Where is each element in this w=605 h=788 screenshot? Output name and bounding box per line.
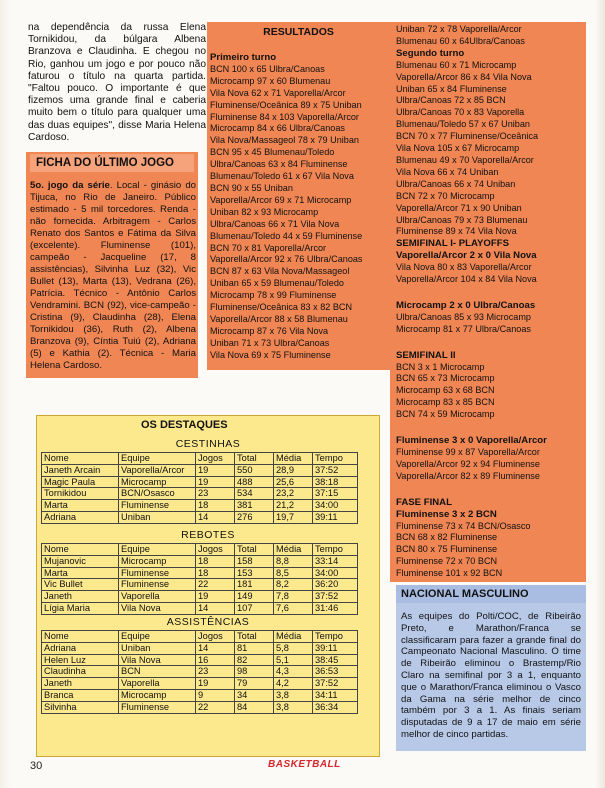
ficha-box [26, 152, 198, 378]
result-heading: Vaporella/Arcor 2 x 0 Vila Nova [396, 250, 537, 262]
table-cell: 7,8 [274, 591, 313, 603]
table-cell: 9 [196, 689, 235, 701]
table-cell: Fluminense [119, 567, 196, 579]
table-cell: 25,6 [274, 476, 313, 488]
table-cell: 37:52 [313, 464, 358, 476]
result-line: BCN 3 x 1 Microcamp [396, 361, 485, 372]
table-cell: 18 [196, 567, 235, 579]
result-line: Blumenau/Toledo 44 x 59 Fluminense [210, 230, 363, 241]
table-cell: 14 [196, 511, 235, 523]
brand-logo: BASKETBALL [268, 759, 341, 770]
table-cell: 81 [235, 642, 274, 654]
table-cell: Vaporella [119, 591, 196, 603]
result-line: Blumenau/Toledo 57 x 67 Uniban [396, 119, 530, 130]
table-cell: 28,9 [274, 464, 313, 476]
table-cell: Lígia Maria [42, 602, 119, 614]
table-cell: Fluminense [119, 701, 196, 713]
table-cell: Silvinha [42, 701, 119, 713]
result-line: Microcamp 84 x 66 Ulbra/Canoas [210, 123, 345, 134]
table-cell: 3,8 [274, 689, 313, 701]
result-line: Ulbra/Canoas 79 x 73 Blumenau [396, 214, 528, 225]
table-cell: 8,2 [274, 579, 313, 591]
ficha-lead: 5o. jogo da série [30, 180, 110, 191]
destaques-box [36, 415, 380, 757]
result-line: Vila Nova 80 x 83 Vaporella/Arcor [396, 262, 532, 273]
table-row [42, 666, 358, 678]
table-cell: 37:15 [313, 488, 358, 500]
table-cell: 153 [235, 567, 274, 579]
result-line: Blumenau 60 x 71 Microcamp [396, 59, 517, 70]
table-cell: Adriana [42, 511, 119, 523]
result-line: Vaporella/Arcor 92 x 76 Ulbra/Canoas [210, 254, 363, 265]
result-line: Ulbra/Canoas 63 x 84 Fluminense [210, 159, 348, 170]
result-line: Ulbra/Canoas 70 x 83 Vaporella [396, 107, 525, 118]
table-cell: 23 [196, 666, 235, 678]
table-cell: 8,5 [274, 567, 313, 579]
table-cell: Vila Nova [119, 654, 196, 666]
column-header: Jogos [196, 544, 235, 556]
stats-table [41, 630, 358, 714]
table-cell: 36:20 [313, 579, 358, 591]
spacer [396, 336, 547, 350]
result-line: Vaporella/Arcor 104 x 84 Vila Nova [396, 274, 537, 285]
result-line: BCN 100 x 65 Ulbra/Canoas [210, 63, 325, 74]
table-cell: 33:14 [313, 555, 358, 567]
table-cell: Fluminense [119, 500, 196, 512]
table-cell: 19 [196, 476, 235, 488]
result-heading: Primeiro turno [210, 52, 277, 63]
result-line: Fluminense 84 x 103 Vaporella/Arcor [210, 111, 359, 122]
column-header: Nome [42, 544, 119, 556]
table-cell: 534 [235, 488, 274, 500]
table-row [42, 567, 358, 579]
table-cell: BCN [119, 666, 196, 678]
table-cell: BCN/Osasco [119, 488, 196, 500]
result-line: Vaporella/Arcor 92 x 94 Fluminense [396, 458, 540, 469]
result-heading: SEMIFINAL I- PLAYOFFS [396, 238, 510, 250]
table-cell: 19 [196, 591, 235, 603]
result-line: BCN 72 x 70 Microcamp [396, 190, 495, 201]
column-header: Jogos [196, 453, 235, 465]
nacional-box [396, 585, 586, 751]
table-cell: Mujanovic [42, 555, 119, 567]
page-number: 30 [30, 760, 43, 772]
result-line: Ulbra/Canoas 72 x 85 BCN [396, 95, 506, 106]
spacer [396, 483, 547, 497]
table-cell: 4,3 [274, 666, 313, 678]
table-header-row [42, 453, 358, 465]
table-cell: Claudinha [42, 666, 119, 678]
table-cell: 34:11 [313, 689, 358, 701]
table-cell: 4,2 [274, 678, 313, 690]
column-header: Média [274, 631, 313, 643]
column-header: Total [235, 544, 274, 556]
table-row [42, 642, 358, 654]
result-line: BCN 68 x 82 Fluminense [396, 532, 498, 543]
result-line: Blumenau 60 x 64Ulbra/Canoas [396, 35, 525, 46]
result-heading: SEMIFINAL II [396, 349, 456, 361]
result-line: Ulbra/Canoas 66 x 71 Vila Nova [210, 218, 340, 229]
table-row [42, 511, 358, 523]
column-header: Tempo [313, 453, 358, 465]
table-cell: Vaporella/Arcor [119, 464, 196, 476]
table-cell: Marta [42, 567, 119, 579]
table-row [42, 678, 358, 690]
result-line: Ulbra/Canoas 66 x 74 Uniban [396, 178, 516, 189]
table-row [42, 579, 358, 591]
table-cell: Uniban [119, 511, 196, 523]
column-header: Nome [42, 631, 119, 643]
result-heading: Microcamp 2 x 0 Ulbra/Canoas [396, 299, 536, 311]
result-line: BCN 80 x 75 Fluminense [396, 544, 498, 555]
table-cell: 84 [235, 701, 274, 713]
table-cell: 5,1 [274, 654, 313, 666]
result-line: Blumenau/Toledo 61 x 67 Vila Nova [210, 171, 354, 182]
column-header: Equipe [119, 453, 196, 465]
result-line: Vila Nova 66 x 74 Uniban [396, 166, 499, 177]
table-cell: 22 [196, 579, 235, 591]
column-header: Tempo [313, 544, 358, 556]
ficha-body [30, 180, 196, 372]
table-row [42, 689, 358, 701]
table-cell: 550 [235, 464, 274, 476]
table-cell: 18 [196, 555, 235, 567]
column-header: Média [274, 544, 313, 556]
table-cell: Magic Paula [42, 476, 119, 488]
result-line: Uniban 65 x 84 Fluminense [396, 83, 507, 94]
table-row [42, 500, 358, 512]
table-cell: 149 [235, 591, 274, 603]
table-cell: Helen Luz [42, 654, 119, 666]
table-cell: 14 [196, 602, 235, 614]
stats-table [41, 543, 358, 615]
table-cell: 381 [235, 500, 274, 512]
intro-paragraph: na dependência da russa Elena Tornikidou, da búlgara Albena Branzova e Claudinha. E chegou no Rio, ganhou um jogo e por pouco não faturou o título na quarta partida. "Faltou pouco. O importante é que fizemos uma grande final e caberia muito bem o título para qualquer uma das duas equipes", disse Maria Helena Cardoso. [28, 22, 206, 143]
table-cell: 36:53 [313, 666, 358, 678]
column-header: Média [274, 453, 313, 465]
result-line: Uniban 71 x 73 Ulbra/Canoas [210, 337, 330, 348]
result-line: Ulbra/Canoas 85 x 93 Microcamp [396, 311, 531, 322]
table-cell: 37:52 [313, 591, 358, 603]
table-cell: 79 [235, 678, 274, 690]
table-row [42, 701, 358, 713]
result-line: Fluminense/Oceânica 83 x 82 BCN [210, 302, 353, 313]
table-row [42, 602, 358, 614]
table-cell: Janeth Arcain [42, 464, 119, 476]
table-cell: 7,6 [274, 602, 313, 614]
table-cell: 39:11 [313, 511, 358, 523]
table-cell: 22 [196, 701, 235, 713]
result-line: Vila Nova 62 x 71 Vaporella/Arcor [210, 87, 346, 98]
column-header: Total [235, 453, 274, 465]
resultados-column-2 [396, 24, 547, 580]
table-cell: Adriana [42, 642, 119, 654]
result-line: BCN 70 x 81 Vaporella/Arcor [210, 242, 327, 253]
table-cell: 21,2 [274, 500, 313, 512]
result-line: Fluminense/Oceânica 89 x 75 Uniban [210, 99, 362, 110]
stats-table [41, 452, 358, 524]
table-cell: 488 [235, 476, 274, 488]
table-cell: 23,2 [274, 488, 313, 500]
column-header: Jogos [196, 631, 235, 643]
result-line: BCN 70 x 77 Fluminense/Oceânica [396, 131, 539, 142]
result-heading: Fluminense 3 x 0 Vaporella/Arcor [396, 435, 547, 447]
table-cell: 23 [196, 488, 235, 500]
table-cell: Microcamp [119, 689, 196, 701]
result-line: BCN 74 x 59 Microcamp [396, 409, 495, 420]
table-cell: 19,7 [274, 511, 313, 523]
table-cell: 34 [235, 689, 274, 701]
table-cell: 31:46 [313, 602, 358, 614]
table-cell: 276 [235, 511, 274, 523]
table-cell: 14 [196, 642, 235, 654]
table-cell: 39:11 [313, 642, 358, 654]
table-cell: Uniban [119, 642, 196, 654]
section-title: ASSISTÊNCIAS [166, 616, 250, 628]
table-cell: 19 [196, 464, 235, 476]
resultados-box-2 [390, 22, 586, 582]
result-line: Uniban 82 x 93 Microcamp [210, 206, 319, 217]
result-line: Vaporella/Arcor 69 x 71 Microcamp [210, 194, 352, 205]
table-cell: Marta [42, 500, 119, 512]
table-cell: 181 [235, 579, 274, 591]
table-cell: 3,8 [274, 701, 313, 713]
result-line: Vaporella/Arcor 82 x 89 Fluminense [396, 470, 540, 481]
column-header: Equipe [119, 631, 196, 643]
result-line: Uniban 72 x 78 Vaporella/Arcor [396, 24, 522, 34]
table-cell: Janeth [42, 591, 119, 603]
result-line: Vila Nova 69 x 75 Fluminense [210, 349, 331, 360]
ficha-title: FICHA DO ÚLTIMO JOGO [30, 154, 194, 172]
table-cell: Microcamp [119, 555, 196, 567]
result-line: Microcamp 97 x 60 Blumenau [210, 75, 331, 86]
table-cell: 38:45 [313, 654, 358, 666]
table-cell: 5,8 [274, 642, 313, 654]
column-header: Tempo [313, 631, 358, 643]
table-cell: 38:18 [313, 476, 358, 488]
result-line: Fluminense 89 x 74 Vila Nova [396, 226, 517, 237]
table-row [42, 464, 358, 476]
result-line: Fluminense 99 x 87 Vaporella/Arcor [396, 447, 540, 457]
spacer [396, 421, 547, 435]
table-cell: 37:52 [313, 678, 358, 690]
resultados-column-1 [210, 52, 362, 362]
result-line: BCN 90 x 55 Uniban [210, 182, 293, 193]
result-line: Vaporella/Arcor 71 x 90 Uniban [396, 202, 522, 213]
result-line: Microcamp 81 x 77 Ulbra/Canoas [396, 323, 531, 334]
ficha-text: . Local - ginásio do Tijuca, no Rio de Janeiro. Público estimado - 5 mil torcedores. Renda - não fornecida. Arbitragem - Carlos Renato dos Santos e Fátima da Silva (excelente). Fluminense (101), campeão - Jacqueline (17, 8 assistências), Silvinha Luz (32), Vic Bullet (13), Marta (13), Vedrana (26), Patrícia. Técnico - Antônio Carlos Vendramini. BCN (92), vice-campeão - Cristina (9), Claudinha (28), Elena Tornikidou (36), Ruth (2), Albena Branzova (9), Cíntia Tuiú (2), Adriana (5) e Kathia (2). Técnica - Maria Helena Cardoso. [30, 180, 196, 371]
table-cell: Janeth [42, 678, 119, 690]
table-cell: Branca [42, 689, 119, 701]
table-cell: 34:00 [313, 500, 358, 512]
destaques-title: OS DESTAQUES [141, 419, 228, 431]
result-line: Fluminense 101 x 92 BCN [396, 568, 503, 579]
resultados-box [207, 22, 390, 370]
result-line: Microcamp 87 x 76 Vila Nova [210, 325, 329, 336]
result-heading: Fluminense 3 x 2 BCN [396, 508, 497, 520]
table-cell: Microcamp [119, 476, 196, 488]
nacional-body: As equipes do Polti/COC, de Ribeirão Preto, e Marathon/Franca se classificaram para fazer a grande final do Campeonato Nacional Masculino. O time de Ribeirão eliminou o Brastemp/Rio Claro na semifinal por 3 a 1, enquanto que o Marathon/Franca eliminou o Vasco da Gama na série melhor de cinco também por 3 a 1. As finais seriam disputadas de 9 a 17 de maio em série melhor de cinco partidas. [401, 611, 581, 740]
table-cell: 98 [235, 666, 274, 678]
result-line: BCN 95 x 45 Blumenau/Toledo [210, 147, 335, 158]
table-row [42, 654, 358, 666]
table-cell: Vaporella [119, 678, 196, 690]
section-title: REBOTES [181, 529, 235, 541]
table-header-row [42, 544, 358, 556]
resultados-title: RESULTADOS [263, 26, 334, 38]
spacer [396, 286, 547, 300]
table-row [42, 488, 358, 500]
table-cell: 82 [235, 654, 274, 666]
result-line: Microcamp 63 x 68 BCN [396, 385, 495, 396]
result-line: Vaporella/Arcor 88 x 58 Blumenau [210, 313, 348, 324]
column-header: Nome [42, 453, 119, 465]
nacional-title: NACIONAL MASCULINO [396, 585, 586, 603]
result-line: Microcamp 78 x 99 Fluminense [210, 290, 337, 301]
table-cell: 8,8 [274, 555, 313, 567]
table-row [42, 591, 358, 603]
table-cell: Tornikidou [42, 488, 119, 500]
table-cell: 16 [196, 654, 235, 666]
result-line: Vila Nova 105 x 67 Microcamp [396, 143, 520, 154]
result-line: Microcamp 83 x 85 BCN [396, 397, 495, 408]
table-cell: 107 [235, 602, 274, 614]
result-line: BCN 65 x 73 Microcamp [396, 373, 495, 384]
result-line: Uniban 65 x 59 Blumenau/Toledo [210, 278, 344, 289]
table-cell: Vic Bullet [42, 579, 119, 591]
table-cell: 34:00 [313, 567, 358, 579]
result-line: BCN 87 x 63 Vila Nova/Massageol [210, 266, 350, 277]
column-header: Equipe [119, 544, 196, 556]
result-heading: Segundo turno [396, 47, 465, 59]
table-header-row [42, 631, 358, 643]
table-cell: 158 [235, 555, 274, 567]
table-cell: 19 [196, 678, 235, 690]
result-line: Blumenau 49 x 70 Vaporella/Arcor [396, 154, 534, 165]
column-header: Total [235, 631, 274, 643]
table-row [42, 476, 358, 488]
table-cell: Fluminense [119, 579, 196, 591]
table-cell: Vila Nova [119, 602, 196, 614]
table-row [42, 555, 358, 567]
table-cell: 18 [196, 500, 235, 512]
result-line: Fluminense 73 x 74 BCN/Osasco [396, 520, 531, 531]
result-line: Fluminense 72 x 70 BCN [396, 556, 498, 567]
result-line: Vila Nova/Massageol 78 x 79 Uniban [210, 135, 359, 146]
section-title: CESTINHAS [175, 438, 241, 450]
result-line: Vaporella/Arcor 86 x 84 Vila Nova [396, 71, 532, 82]
result-heading: FASE FINAL [396, 496, 452, 508]
table-cell: 36:34 [313, 701, 358, 713]
